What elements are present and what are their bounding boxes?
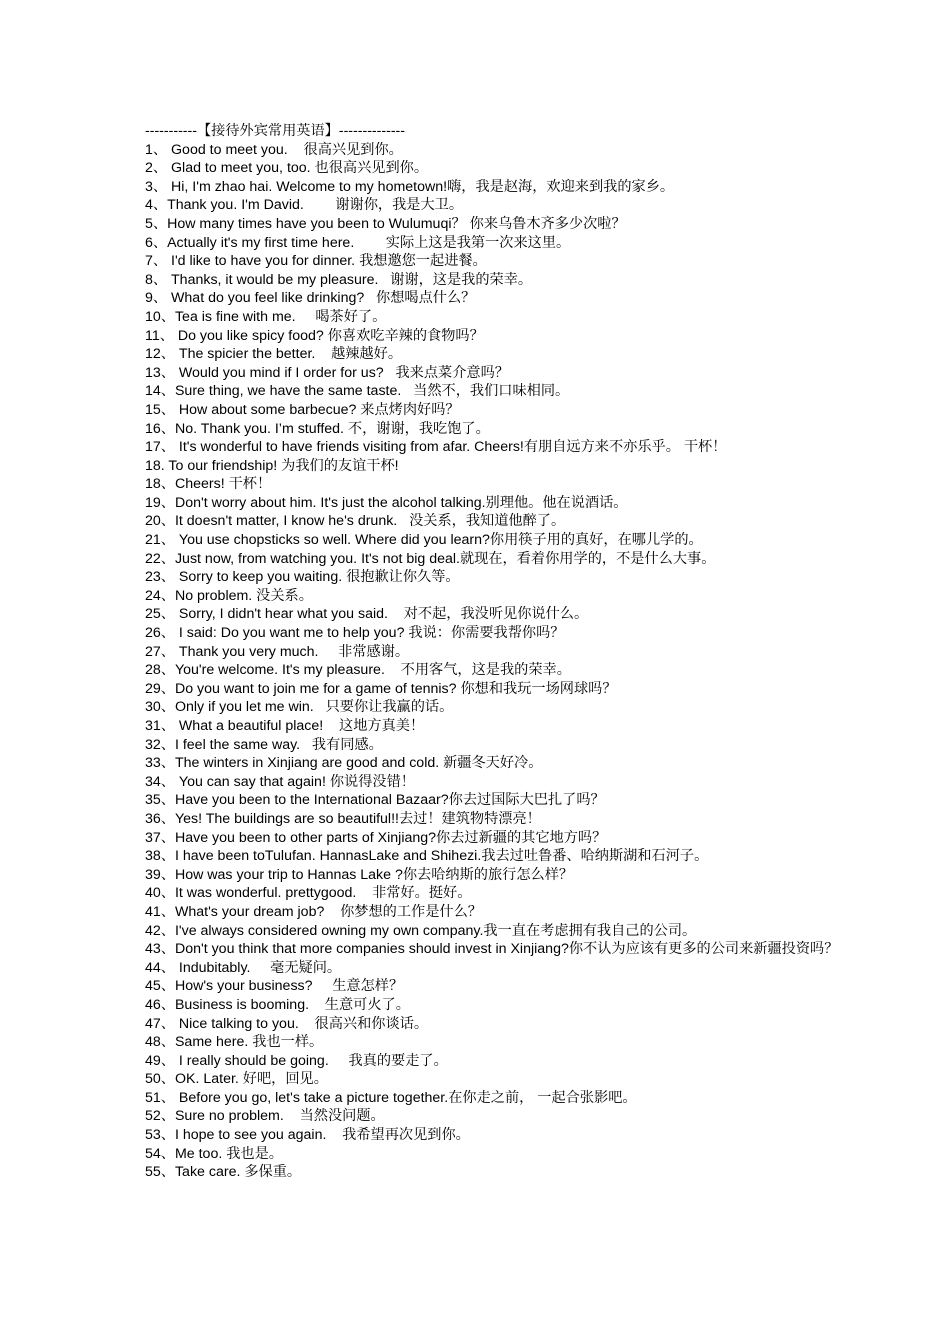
phrase-line: 12、 The spicier the better. 越辣越好。 bbox=[145, 346, 403, 363]
phrase-line: 35、Have you been to the International Bazaar?你去过国际大巴扎了吗？ bbox=[145, 792, 605, 809]
phrase-line: 25、 Sorry, I didn't hear what you said. 对不起，我没听见你说什么。 bbox=[145, 606, 589, 623]
phrase-line: 18. To our friendship! 为我们的友谊干杯! bbox=[145, 457, 399, 474]
phrase-line: 51、 Before you go, let's take a picture together.在你走之前， 一起合张影吧。 bbox=[145, 1089, 637, 1106]
phrase-line: 29、Do you want to join me for a game of tennis? 你想和我玩一场网球吗？ bbox=[145, 680, 617, 697]
phrase-line: 27、 Thank you very much. 非常感谢。 bbox=[145, 643, 410, 660]
phrase-line: 44、 Indubitably. 毫无疑问。 bbox=[145, 959, 342, 976]
phrase-line: 20、It doesn't matter, I know he's drunk. 没关系，我知道他醉了。 bbox=[145, 513, 566, 530]
phrase-line: 53、I hope to see you again. 我希望再次见到你。 bbox=[145, 1127, 470, 1144]
phrase-line: 24、No problem. 没关系。 bbox=[145, 587, 313, 604]
phrase-line: 1、 Good to meet you. 很高兴见到你。 bbox=[145, 141, 403, 158]
phrase-line: 54、Me too. 我也是。 bbox=[145, 1145, 283, 1162]
phrase-line: 37、Have you been to other parts of Xinjiang?你去过新疆的其它地方吗？ bbox=[145, 829, 607, 846]
phrase-line: 50、OK. Later. 好吧，回见。 bbox=[145, 1071, 328, 1088]
phrase-line: 21、 You use chopsticks so well. Where did you learn?你用筷子用的真好，在哪儿学的。 bbox=[145, 532, 703, 549]
phrase-line: 36、Yes! The buildings are so beautiful!!去过！建筑物特漂亮！ bbox=[145, 810, 541, 827]
phrase-line: 14、Sure thing, we have the same taste. 当然不，我们口味相同。 bbox=[145, 383, 570, 400]
phrase-line: 52、Sure no problem. 当然没问题。 bbox=[145, 1108, 385, 1125]
phrase-line: 46、Business is booming. 生意可火了。 bbox=[145, 996, 410, 1013]
phrase-line: 33、The winters in Xinjiang are good and cold. 新疆冬天好冷。 bbox=[145, 755, 543, 772]
phrase-line: 22、Just now, from watching you. It's not big deal.就现在，看着你用学的，不是什么大事。 bbox=[145, 550, 716, 567]
phrase-line: 30、Only if you let me win. 只要你让我赢的话。 bbox=[145, 699, 454, 716]
phrase-line: 32、I feel the same way. 我有同感。 bbox=[145, 736, 383, 753]
phrase-line: 11、 Do you like spicy food? 你喜欢吃辛辣的食物吗？ bbox=[145, 327, 484, 344]
phrase-line: 34、 You can say that again! 你说得没错！ bbox=[145, 773, 415, 790]
phrase-line: 15、 How about some barbecue? 来点烤肉好吗？ bbox=[145, 401, 460, 418]
phrase-list bbox=[145, 141, 845, 1182]
phrase-line: 49、 I really should be going. 我真的要走了。 bbox=[145, 1052, 448, 1069]
phrase-line: 39、How was your trip to Hannas Lake ?你去哈纳斯的旅行怎么样？ bbox=[145, 866, 574, 883]
phrase-line: 6、Actually it's my first time here. 实际上这是我第一次来这里。 bbox=[145, 234, 571, 251]
phrase-line: 2、 Glad to meet you, too. 也很高兴见到你。 bbox=[145, 160, 429, 177]
phrase-line: 4、Thank you. I'm David. 谢谢你，我是大卫。 bbox=[145, 197, 464, 214]
phrase-line: 28、You're welcome. It's my pleasure. 不用客气，这是我的荣幸。 bbox=[145, 662, 571, 679]
phrase-line: 13、 Would you mind if I order for us? 我来点菜介意吗？ bbox=[145, 364, 509, 381]
phrase-line: 19、Don't worry about him. It's just the alcohol talking.别理他。他在说酒话。 bbox=[145, 494, 628, 511]
phrase-line: 7、 I'd like to have you for dinner. 我想邀您一起进餐。 bbox=[145, 253, 487, 270]
phrase-line: 17、 It's wonderful to have friends visiting from afar. Cheers!有朋自远方来不亦乐乎。 干杯！ bbox=[145, 439, 727, 456]
phrase-line: 31、 What a beautiful place! 这地方真美！ bbox=[145, 718, 425, 734]
phrase-line: 16、No. Thank you. I’m stuffed. 不，谢谢，我吃饱了。 bbox=[145, 420, 490, 437]
phrase-line: 55、Take care. 多保重。 bbox=[145, 1164, 302, 1181]
phrase-line: 18、Cheers! 干杯！ bbox=[145, 476, 272, 493]
phrase-line: 43、Don't you think that more companies should invest in Xinjiang?你不认为应该有更多的公司来新疆投资吗？ bbox=[145, 941, 839, 958]
phrase-line: 8、 Thanks, it would be my pleasure. 谢谢，这是我的荣幸。 bbox=[145, 271, 533, 288]
phrase-line: 26、 I said: Do you want me to help you? 我说：你需要我帮你吗？ bbox=[145, 625, 565, 642]
phrase-line: 3、 Hi, I'm zhao hai. Welcome to my hometown!嗨，我是赵海，欢迎来到我的家乡。 bbox=[145, 178, 675, 195]
phrase-line: 10、Tea is fine with me. 喝茶好了。 bbox=[145, 308, 387, 325]
phrase-line: 9、 What do you feel like drinking? 你想喝点什么？ bbox=[145, 290, 476, 307]
document-header: -----------【接待外宾常用英语】-------------- bbox=[145, 123, 405, 139]
phrase-line: 41、What's your dream job? 你梦想的工作是什么？ bbox=[145, 903, 482, 920]
phrase-line: 48、Same here. 我也一样。 bbox=[145, 1034, 324, 1051]
phrase-line: 45、How's your business? 生意怎样？ bbox=[145, 978, 404, 995]
phrase-line: 40、It was wonderful. prettygood. 非常好。挺好。 bbox=[145, 885, 472, 902]
phrase-line: 38、I have been toTulufan. HannasLake and Shihezi.我去过吐鲁番、哈纳斯湖和石河子。 bbox=[145, 848, 709, 865]
phrase-line: 5、How many times have you been to Wulumuqi？ 你来乌鲁木齐多少次啦？ bbox=[145, 215, 626, 232]
document-body bbox=[145, 122, 845, 1182]
phrase-line: 42、I've always considered owning my own company.我一直在考虑拥有我自己的公司。 bbox=[145, 922, 697, 939]
phrase-line: 47、 Nice talking to you. 很高兴和你谈话。 bbox=[145, 1015, 429, 1032]
phrase-line: 23、 Sorry to keep you waiting. 很抱歉让你久等。 bbox=[145, 569, 460, 586]
